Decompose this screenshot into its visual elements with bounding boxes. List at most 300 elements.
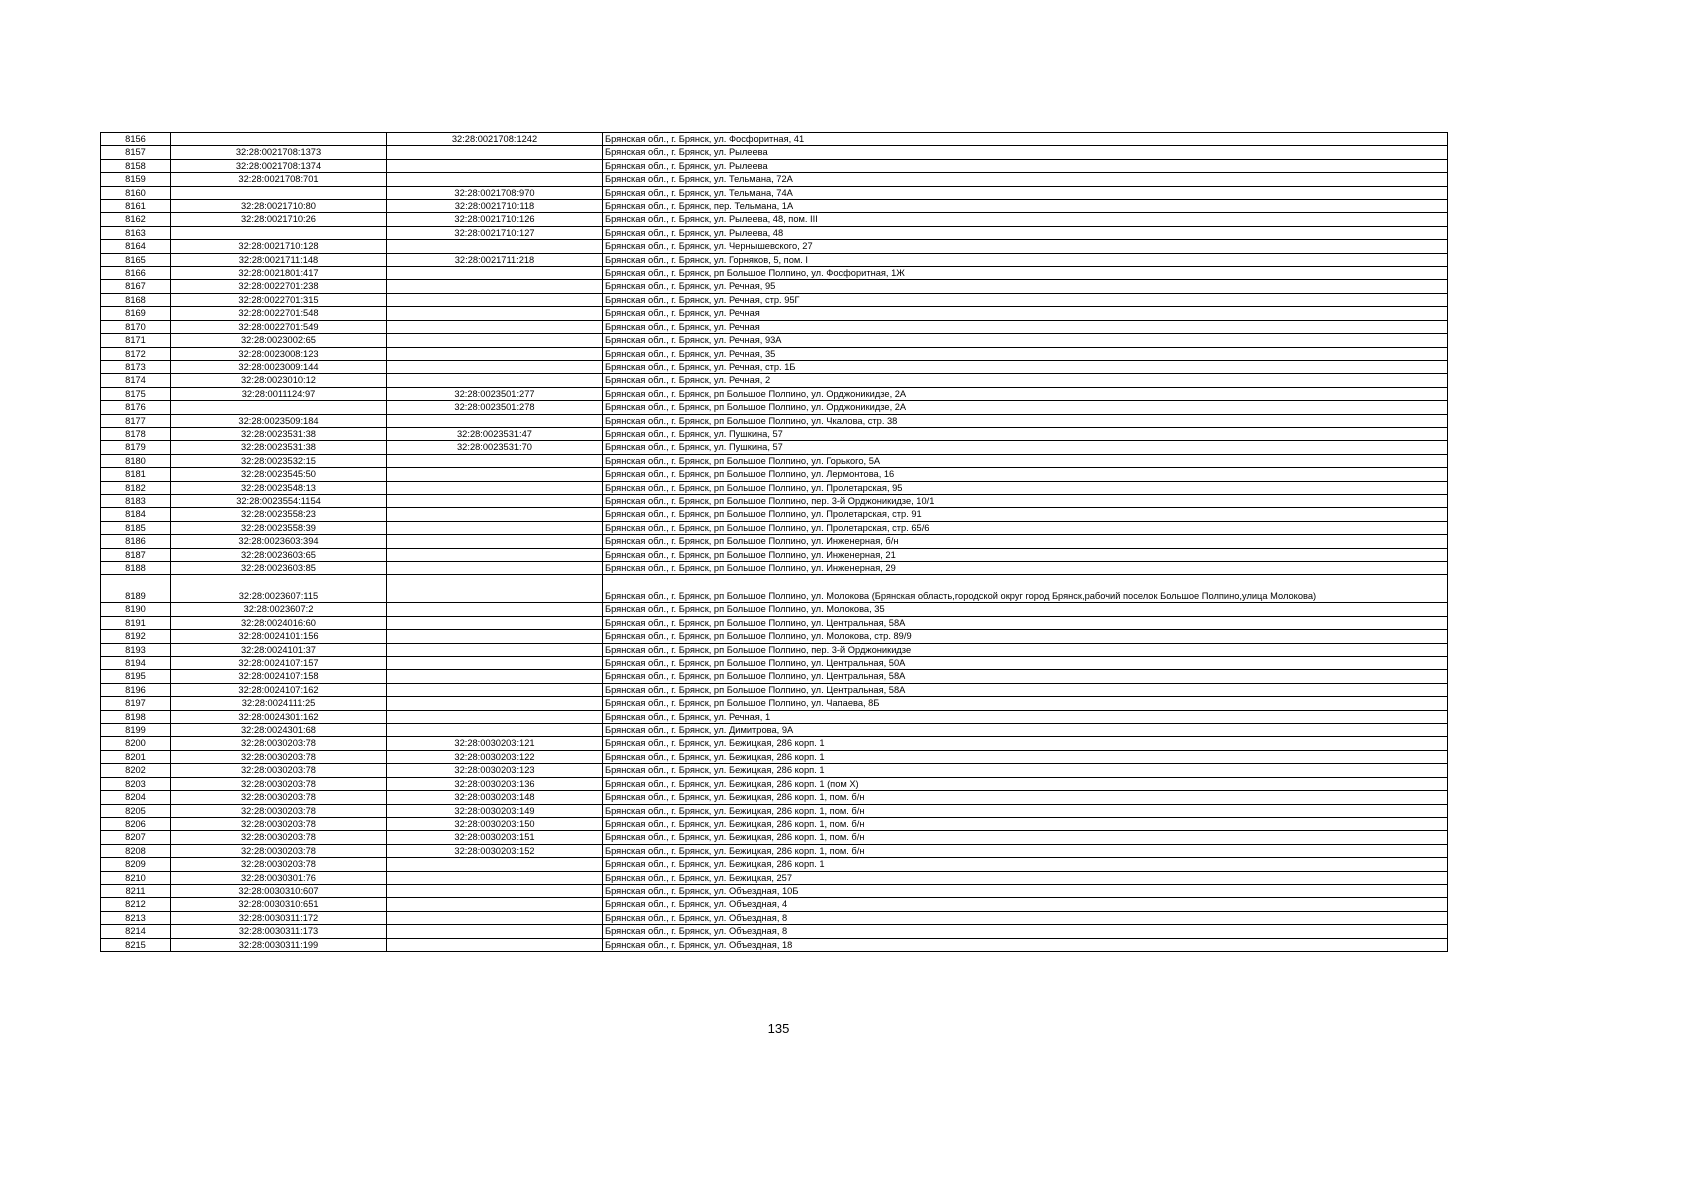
row-number-cell: 8170 — [101, 320, 171, 333]
address-cell: Брянская обл., г. Брянск, рп Большое Полпино, ул. Инженерная, 29 — [603, 562, 1448, 575]
row-number-cell: 8215 — [101, 938, 171, 951]
table-row — [101, 804, 1448, 817]
row-number-cell: 8212 — [101, 898, 171, 911]
building-cadastral-number-cell: 32:28:0030203:123 — [387, 764, 603, 777]
table-row — [101, 360, 1448, 373]
row-number-cell: 8173 — [101, 360, 171, 373]
row-number-cell: 8190 — [101, 603, 171, 616]
row-number-cell: 8175 — [101, 387, 171, 400]
table-row — [101, 334, 1448, 347]
building-cadastral-number-cell: 32:28:0030203:136 — [387, 777, 603, 790]
address-cell: Брянская обл., г. Брянск, ул. Бежицкая, 286 корп. 1, пом. б/н — [603, 844, 1448, 857]
land-cadastral-number-cell: 32:28:0030310:651 — [171, 898, 387, 911]
address-cell: Брянская обл., г. Брянск, ул. Бежицкая, 286 корп. 1 — [603, 858, 1448, 871]
table-row — [101, 240, 1448, 253]
land-cadastral-number-cell: 32:28:0030203:78 — [171, 791, 387, 804]
table-row — [101, 844, 1448, 857]
address-cell: Брянская обл., г. Брянск, ул. Объездная, 8 — [603, 911, 1448, 924]
row-number-cell: 8211 — [101, 884, 171, 897]
table-row — [101, 575, 1448, 603]
table-row — [101, 535, 1448, 548]
land-cadastral-number-cell: 32:28:0021711:148 — [171, 253, 387, 266]
row-number-cell: 8172 — [101, 347, 171, 360]
row-number-cell: 8163 — [101, 226, 171, 239]
row-number-cell: 8188 — [101, 562, 171, 575]
row-number-cell: 8160 — [101, 186, 171, 199]
land-cadastral-number-cell: 32:28:0023558:23 — [171, 508, 387, 521]
table-row — [101, 414, 1448, 427]
row-number-cell: 8201 — [101, 750, 171, 763]
land-cadastral-number-cell — [171, 226, 387, 239]
row-number-cell: 8165 — [101, 253, 171, 266]
table-row — [101, 697, 1448, 710]
row-number-cell: 8199 — [101, 724, 171, 737]
building-cadastral-number-cell — [387, 414, 603, 427]
row-number-cell: 8210 — [101, 871, 171, 884]
building-cadastral-number-cell: 32:28:0030203:150 — [387, 817, 603, 830]
land-cadastral-number-cell: 32:28:0024101:37 — [171, 643, 387, 656]
land-cadastral-number-cell: 32:28:0021708:1373 — [171, 146, 387, 159]
address-cell: Брянская обл., г. Брянск, ул. Пушкина, 57 — [603, 427, 1448, 440]
row-number-cell: 8174 — [101, 374, 171, 387]
address-cell: Брянская обл., г. Брянск, рп Большое Полпино, ул. Пролетарская, 95 — [603, 481, 1448, 494]
building-cadastral-number-cell — [387, 710, 603, 723]
address-cell: Брянская обл., г. Брянск, рп Большое Полпино, ул. Пролетарская, стр. 91 — [603, 508, 1448, 521]
row-number-cell: 8176 — [101, 401, 171, 414]
row-number-cell: 8184 — [101, 508, 171, 521]
table-row — [101, 911, 1448, 924]
table-row — [101, 750, 1448, 763]
table-row — [101, 374, 1448, 387]
building-cadastral-number-cell: 32:28:0023501:278 — [387, 401, 603, 414]
building-cadastral-number-cell — [387, 603, 603, 616]
row-number-cell: 8187 — [101, 548, 171, 561]
address-cell: Брянская обл., г. Брянск, ул. Речная — [603, 320, 1448, 333]
address-cell: Брянская обл., г. Брянск, ул. Речная, 1 — [603, 710, 1448, 723]
table-row — [101, 454, 1448, 467]
land-cadastral-number-cell: 32:28:0030203:78 — [171, 844, 387, 857]
table-row — [101, 427, 1448, 440]
building-cadastral-number-cell — [387, 374, 603, 387]
building-cadastral-number-cell — [387, 630, 603, 643]
land-cadastral-number-cell: 32:28:0030203:78 — [171, 804, 387, 817]
land-cadastral-number-cell: 32:28:0021710:128 — [171, 240, 387, 253]
row-number-cell: 8161 — [101, 200, 171, 213]
land-cadastral-number-cell: 32:28:0022701:315 — [171, 293, 387, 306]
land-cadastral-number-cell: 32:28:0030311:199 — [171, 938, 387, 951]
land-cadastral-number-cell: 32:28:0024301:162 — [171, 710, 387, 723]
building-cadastral-number-cell — [387, 334, 603, 347]
building-cadastral-number-cell — [387, 521, 603, 534]
address-cell: Брянская обл., г. Брянск, рп Большое Полпино, пер. 3-й Орджоникидзе — [603, 643, 1448, 656]
building-cadastral-number-cell — [387, 871, 603, 884]
table-row — [101, 320, 1448, 333]
building-cadastral-number-cell: 32:28:0021708:970 — [387, 186, 603, 199]
address-cell: Брянская обл., г. Брянск, ул. Бежицкая, 286 корп. 1, пом. б/н — [603, 831, 1448, 844]
building-cadastral-number-cell: 32:28:0030203:122 — [387, 750, 603, 763]
table-row — [101, 884, 1448, 897]
table-row — [101, 133, 1448, 146]
land-cadastral-number-cell: 32:28:0023531:38 — [171, 427, 387, 440]
table-row — [101, 387, 1448, 400]
row-number-cell: 8207 — [101, 831, 171, 844]
land-cadastral-number-cell: 32:28:0030203:78 — [171, 737, 387, 750]
table-row — [101, 831, 1448, 844]
table-row — [101, 200, 1448, 213]
table-row — [101, 347, 1448, 360]
land-cadastral-number-cell: 32:28:0024101:156 — [171, 630, 387, 643]
address-cell: Брянская обл., г. Брянск, рп Большое Полпино, ул. Молокова, стр. 89/9 — [603, 630, 1448, 643]
row-number-cell: 8193 — [101, 643, 171, 656]
building-cadastral-number-cell — [387, 697, 603, 710]
land-cadastral-number-cell: 32:28:0022701:549 — [171, 320, 387, 333]
table-row — [101, 683, 1448, 696]
building-cadastral-number-cell: 32:28:0023531:47 — [387, 427, 603, 440]
table-row — [101, 521, 1448, 534]
row-number-cell: 8178 — [101, 427, 171, 440]
land-cadastral-number-cell: 32:28:0030301:76 — [171, 871, 387, 884]
address-cell: Брянская обл., г. Брянск, рп Большое Полпино, ул. Пролетарская, стр. 65/6 — [603, 521, 1448, 534]
table-row — [101, 737, 1448, 750]
table-row — [101, 441, 1448, 454]
row-number-cell: 8181 — [101, 468, 171, 481]
building-cadastral-number-cell — [387, 683, 603, 696]
address-cell: Брянская обл., г. Брянск, ул. Речная, 93А — [603, 334, 1448, 347]
building-cadastral-number-cell: 32:28:0021711:218 — [387, 253, 603, 266]
building-cadastral-number-cell — [387, 347, 603, 360]
address-cell: Брянская обл., г. Брянск, рп Большое Полпино, ул. Молокова, 35 — [603, 603, 1448, 616]
address-cell: Брянская обл., г. Брянск, ул. Бежицкая, 286 корп. 1 — [603, 764, 1448, 777]
land-cadastral-number-cell: 32:28:0024107:162 — [171, 683, 387, 696]
land-cadastral-number-cell: 32:28:0023532:15 — [171, 454, 387, 467]
building-cadastral-number-cell — [387, 898, 603, 911]
table-row — [101, 724, 1448, 737]
row-number-cell: 8169 — [101, 307, 171, 320]
land-cadastral-number-cell: 32:28:0030310:607 — [171, 884, 387, 897]
building-cadastral-number-cell — [387, 643, 603, 656]
land-cadastral-number-cell: 32:28:0030203:78 — [171, 750, 387, 763]
building-cadastral-number-cell — [387, 884, 603, 897]
row-number-cell: 8171 — [101, 334, 171, 347]
table-row — [101, 603, 1448, 616]
property-register-table — [100, 132, 1448, 952]
land-cadastral-number-cell: 32:28:0023548:13 — [171, 481, 387, 494]
land-cadastral-number-cell: 32:28:0023010:12 — [171, 374, 387, 387]
address-cell: Брянская обл., г. Брянск, рп Большое Полпино, ул. Горького, 5А — [603, 454, 1448, 467]
table-row — [101, 253, 1448, 266]
row-number-cell: 8209 — [101, 858, 171, 871]
row-number-cell: 8208 — [101, 844, 171, 857]
land-cadastral-number-cell: 32:28:0024016:60 — [171, 616, 387, 629]
land-cadastral-number-cell: 32:28:0024107:157 — [171, 657, 387, 670]
table-row — [101, 562, 1448, 575]
building-cadastral-number-cell — [387, 938, 603, 951]
land-cadastral-number-cell — [171, 133, 387, 146]
row-number-cell: 8179 — [101, 441, 171, 454]
address-cell: Брянская обл., г. Брянск, ул. Бежицкая, 257 — [603, 871, 1448, 884]
row-number-cell: 8157 — [101, 146, 171, 159]
building-cadastral-number-cell: 32:28:0030203:152 — [387, 844, 603, 857]
table-row — [101, 494, 1448, 507]
address-cell: Брянская обл., г. Брянск, ул. Рылеева, 48 — [603, 226, 1448, 239]
address-cell: Брянская обл., г. Брянск, ул. Пушкина, 57 — [603, 441, 1448, 454]
address-cell: Брянская обл., г. Брянск, рп Большое Полпино, ул. Центральная, 58А — [603, 616, 1448, 629]
table-row — [101, 213, 1448, 226]
address-cell: Брянская обл., г. Брянск, рп Большое Полпино, ул. Центральная, 50А — [603, 657, 1448, 670]
table-row — [101, 307, 1448, 320]
building-cadastral-number-cell — [387, 173, 603, 186]
land-cadastral-number-cell: 32:28:0023531:38 — [171, 441, 387, 454]
table-row — [101, 481, 1448, 494]
address-cell: Брянская обл., г. Брянск, ул. Тельмана, 72А — [603, 173, 1448, 186]
table-row — [101, 293, 1448, 306]
row-number-cell: 8194 — [101, 657, 171, 670]
address-cell: Брянская обл., г. Брянск, ул. Объездная, 10Б — [603, 884, 1448, 897]
row-number-cell: 8158 — [101, 159, 171, 172]
address-cell: Брянская обл., г. Брянск, ул. Объездная, 4 — [603, 898, 1448, 911]
address-cell: Брянская обл., г. Брянск, ул. Фосфоритная, 41 — [603, 133, 1448, 146]
address-cell: Брянская обл., г. Брянск, ул. Горняков, 5, пом. I — [603, 253, 1448, 266]
land-cadastral-number-cell: 32:28:0023603:65 — [171, 548, 387, 561]
row-number-cell: 8214 — [101, 925, 171, 938]
row-number-cell: 8200 — [101, 737, 171, 750]
address-cell: Брянская обл., г. Брянск, ул. Бежицкая, 286 корп. 1 — [603, 737, 1448, 750]
address-cell: Брянская обл., г. Брянск, рп Большое Полпино, ул. Инженерная, 21 — [603, 548, 1448, 561]
table-row — [101, 925, 1448, 938]
address-cell: Брянская обл., г. Брянск, ул. Димитрова, 9А — [603, 724, 1448, 737]
row-number-cell: 8180 — [101, 454, 171, 467]
building-cadastral-number-cell — [387, 575, 603, 603]
land-cadastral-number-cell: 32:28:0024111:25 — [171, 697, 387, 710]
land-cadastral-number-cell: 32:28:0023558:39 — [171, 521, 387, 534]
address-cell: Брянская обл., г. Брянск, рп Большое Полпино, ул. Центральная, 58А — [603, 683, 1448, 696]
building-cadastral-number-cell — [387, 146, 603, 159]
land-cadastral-number-cell: 32:28:0011124:97 — [171, 387, 387, 400]
address-cell: Брянская обл., г. Брянск, ул. Речная, 95 — [603, 280, 1448, 293]
building-cadastral-number-cell — [387, 494, 603, 507]
table-row — [101, 468, 1448, 481]
table-row — [101, 710, 1448, 723]
address-cell: Брянская обл., г. Брянск, ул. Речная, стр. 95Г — [603, 293, 1448, 306]
building-cadastral-number-cell — [387, 360, 603, 373]
table-row — [101, 508, 1448, 521]
table-row — [101, 186, 1448, 199]
building-cadastral-number-cell — [387, 159, 603, 172]
row-number-cell: 8166 — [101, 267, 171, 280]
row-number-cell: 8198 — [101, 710, 171, 723]
row-number-cell: 8189 — [101, 575, 171, 603]
building-cadastral-number-cell — [387, 454, 603, 467]
address-cell: Брянская обл., г. Брянск, ул. Речная, стр. 1Б — [603, 360, 1448, 373]
address-cell: Брянская обл., г. Брянск, ул. Бежицкая, 286 корп. 1 — [603, 750, 1448, 763]
building-cadastral-number-cell — [387, 280, 603, 293]
row-number-cell: 8177 — [101, 414, 171, 427]
address-cell: Брянская обл., г. Брянск, рп Большое Полпино, ул. Орджоникидзе, 2А — [603, 401, 1448, 414]
land-cadastral-number-cell: 32:28:0021710:80 — [171, 200, 387, 213]
building-cadastral-number-cell — [387, 616, 603, 629]
land-cadastral-number-cell: 32:28:0021708:701 — [171, 173, 387, 186]
land-cadastral-number-cell: 32:28:0023603:85 — [171, 562, 387, 575]
address-cell: Брянская обл., г. Брянск, рп Большое Полпино, ул. Фосфоритная, 1Ж — [603, 267, 1448, 280]
building-cadastral-number-cell: 32:28:0030203:121 — [387, 737, 603, 750]
land-cadastral-number-cell — [171, 401, 387, 414]
register-table-body — [101, 133, 1448, 952]
address-cell: Брянская обл., г. Брянск, рп Большое Полпино, ул. Лермонтова, 16 — [603, 468, 1448, 481]
row-number-cell: 8186 — [101, 535, 171, 548]
land-cadastral-number-cell: 32:28:0023002:65 — [171, 334, 387, 347]
land-cadastral-number-cell: 32:28:0030203:78 — [171, 831, 387, 844]
address-cell: Брянская обл., г. Брянск, ул. Объездная, 8 — [603, 925, 1448, 938]
address-cell: Брянская обл., г. Брянск, ул. Рылеева — [603, 159, 1448, 172]
address-cell: Брянская обл., г. Брянск, ул. Бежицкая, 286 корп. 1, пом. б/н — [603, 791, 1448, 804]
row-number-cell: 8195 — [101, 670, 171, 683]
land-cadastral-number-cell: 32:28:0023008:123 — [171, 347, 387, 360]
address-cell: Брянская обл., г. Брянск, рп Большое Полпино, ул. Орджоникидзе, 2А — [603, 387, 1448, 400]
table-row — [101, 764, 1448, 777]
land-cadastral-number-cell: 32:28:0030311:173 — [171, 925, 387, 938]
table-row — [101, 858, 1448, 871]
building-cadastral-number-cell: 32:28:0023531:70 — [387, 441, 603, 454]
register-sheet — [100, 132, 1447, 952]
land-cadastral-number-cell: 32:28:0023607:2 — [171, 603, 387, 616]
address-cell: Брянская обл., г. Брянск, ул. Речная, 35 — [603, 347, 1448, 360]
address-cell: Брянская обл., г. Брянск, ул. Речная, 2 — [603, 374, 1448, 387]
address-cell: Брянская обл., г. Брянск, пер. Тельмана, 1А — [603, 200, 1448, 213]
table-row — [101, 401, 1448, 414]
row-number-cell: 8156 — [101, 133, 171, 146]
table-row — [101, 226, 1448, 239]
building-cadastral-number-cell: 32:28:0021708:1242 — [387, 133, 603, 146]
table-row — [101, 670, 1448, 683]
row-number-cell: 8159 — [101, 173, 171, 186]
address-cell: Брянская обл., г. Брянск, ул. Речная — [603, 307, 1448, 320]
row-number-cell: 8204 — [101, 791, 171, 804]
table-row — [101, 280, 1448, 293]
building-cadastral-number-cell — [387, 925, 603, 938]
address-cell: Брянская обл., г. Брянск, ул. Объездная, 18 — [603, 938, 1448, 951]
land-cadastral-number-cell: 32:28:0030203:78 — [171, 777, 387, 790]
row-number-cell: 8167 — [101, 280, 171, 293]
address-cell: Брянская обл., г. Брянск, ул. Чернышевского, 27 — [603, 240, 1448, 253]
building-cadastral-number-cell: 32:28:0030203:148 — [387, 791, 603, 804]
row-number-cell: 8205 — [101, 804, 171, 817]
row-number-cell: 8182 — [101, 481, 171, 494]
building-cadastral-number-cell: 32:28:0030203:151 — [387, 831, 603, 844]
land-cadastral-number-cell: 32:28:0023607:115 — [171, 575, 387, 603]
table-row — [101, 791, 1448, 804]
building-cadastral-number-cell — [387, 293, 603, 306]
land-cadastral-number-cell: 32:28:0024301:68 — [171, 724, 387, 737]
address-cell: Брянская обл., г. Брянск, рп Большое Полпино, ул. Чапаева, 8Б — [603, 697, 1448, 710]
building-cadastral-number-cell — [387, 657, 603, 670]
land-cadastral-number-cell — [171, 186, 387, 199]
table-row — [101, 643, 1448, 656]
address-cell: Брянская обл., г. Брянск, рп Большое Полпино, ул. Молокова (Брянская область,городской округ город Брянск,рабочий поселок Большое Полпино,улица Молокова) — [603, 575, 1448, 603]
row-number-cell: 8168 — [101, 293, 171, 306]
table-row — [101, 817, 1448, 830]
row-number-cell: 8164 — [101, 240, 171, 253]
table-row — [101, 871, 1448, 884]
table-row — [101, 657, 1448, 670]
table-row — [101, 777, 1448, 790]
building-cadastral-number-cell: 32:28:0030203:149 — [387, 804, 603, 817]
building-cadastral-number-cell: 32:28:0021710:126 — [387, 213, 603, 226]
building-cadastral-number-cell — [387, 240, 603, 253]
table-row — [101, 630, 1448, 643]
land-cadastral-number-cell: 32:28:0023545:50 — [171, 468, 387, 481]
land-cadastral-number-cell: 32:28:0030311:172 — [171, 911, 387, 924]
row-number-cell: 8183 — [101, 494, 171, 507]
land-cadastral-number-cell: 32:28:0021801:417 — [171, 267, 387, 280]
row-number-cell: 8185 — [101, 521, 171, 534]
address-cell: Брянская обл., г. Брянск, рп Большое Полпино, пер. 3-й Орджоникидзе, 10/1 — [603, 494, 1448, 507]
address-cell: Брянская обл., г. Брянск, ул. Тельмана, 74А — [603, 186, 1448, 199]
table-row — [101, 616, 1448, 629]
land-cadastral-number-cell: 32:28:0021710:26 — [171, 213, 387, 226]
building-cadastral-number-cell — [387, 535, 603, 548]
building-cadastral-number-cell — [387, 724, 603, 737]
page-number: 135 — [767, 1021, 790, 1036]
land-cadastral-number-cell: 32:28:0023554:1154 — [171, 494, 387, 507]
table-row — [101, 548, 1448, 561]
building-cadastral-number-cell — [387, 562, 603, 575]
address-cell: Брянская обл., г. Брянск, рп Большое Полпино, ул. Чкалова, стр. 38 — [603, 414, 1448, 427]
address-cell: Брянская обл., г. Брянск, ул. Рылеева, 48, пом. III — [603, 213, 1448, 226]
land-cadastral-number-cell: 32:28:0023603:394 — [171, 535, 387, 548]
address-cell: Брянская обл., г. Брянск, рп Большое Полпино, ул. Инженерная, б/н — [603, 535, 1448, 548]
table-row — [101, 159, 1448, 172]
land-cadastral-number-cell: 32:28:0023509:184 — [171, 414, 387, 427]
land-cadastral-number-cell: 32:28:0021708:1374 — [171, 159, 387, 172]
row-number-cell: 8203 — [101, 777, 171, 790]
land-cadastral-number-cell: 32:28:0023009:144 — [171, 360, 387, 373]
address-cell: Брянская обл., г. Брянск, ул. Бежицкая, 286 корп. 1, пом. б/н — [603, 817, 1448, 830]
building-cadastral-number-cell: 32:28:0021710:127 — [387, 226, 603, 239]
address-cell: Брянская обл., г. Брянск, ул. Бежицкая, 286 корп. 1, пом. б/н — [603, 804, 1448, 817]
building-cadastral-number-cell — [387, 307, 603, 320]
land-cadastral-number-cell: 32:28:0022701:238 — [171, 280, 387, 293]
table-row — [101, 267, 1448, 280]
row-number-cell: 8196 — [101, 683, 171, 696]
building-cadastral-number-cell — [387, 267, 603, 280]
row-number-cell: 8197 — [101, 697, 171, 710]
row-number-cell: 8191 — [101, 616, 171, 629]
table-row — [101, 173, 1448, 186]
building-cadastral-number-cell — [387, 858, 603, 871]
building-cadastral-number-cell — [387, 508, 603, 521]
land-cadastral-number-cell: 32:28:0030203:78 — [171, 764, 387, 777]
row-number-cell: 8213 — [101, 911, 171, 924]
building-cadastral-number-cell — [387, 468, 603, 481]
land-cadastral-number-cell: 32:28:0022701:548 — [171, 307, 387, 320]
building-cadastral-number-cell — [387, 911, 603, 924]
row-number-cell: 8192 — [101, 630, 171, 643]
table-row — [101, 938, 1448, 951]
address-cell: Брянская обл., г. Брянск, ул. Бежицкая, 286 корп. 1 (пом X) — [603, 777, 1448, 790]
building-cadastral-number-cell — [387, 670, 603, 683]
land-cadastral-number-cell: 32:28:0030203:78 — [171, 858, 387, 871]
building-cadastral-number-cell — [387, 548, 603, 561]
row-number-cell: 8162 — [101, 213, 171, 226]
address-cell: Брянская обл., г. Брянск, ул. Рылеева — [603, 146, 1448, 159]
building-cadastral-number-cell: 32:28:0021710:118 — [387, 200, 603, 213]
building-cadastral-number-cell — [387, 481, 603, 494]
building-cadastral-number-cell — [387, 320, 603, 333]
row-number-cell: 8206 — [101, 817, 171, 830]
address-cell: Брянская обл., г. Брянск, рп Большое Полпино, ул. Центральная, 58А — [603, 670, 1448, 683]
table-row — [101, 898, 1448, 911]
row-number-cell: 8202 — [101, 764, 171, 777]
